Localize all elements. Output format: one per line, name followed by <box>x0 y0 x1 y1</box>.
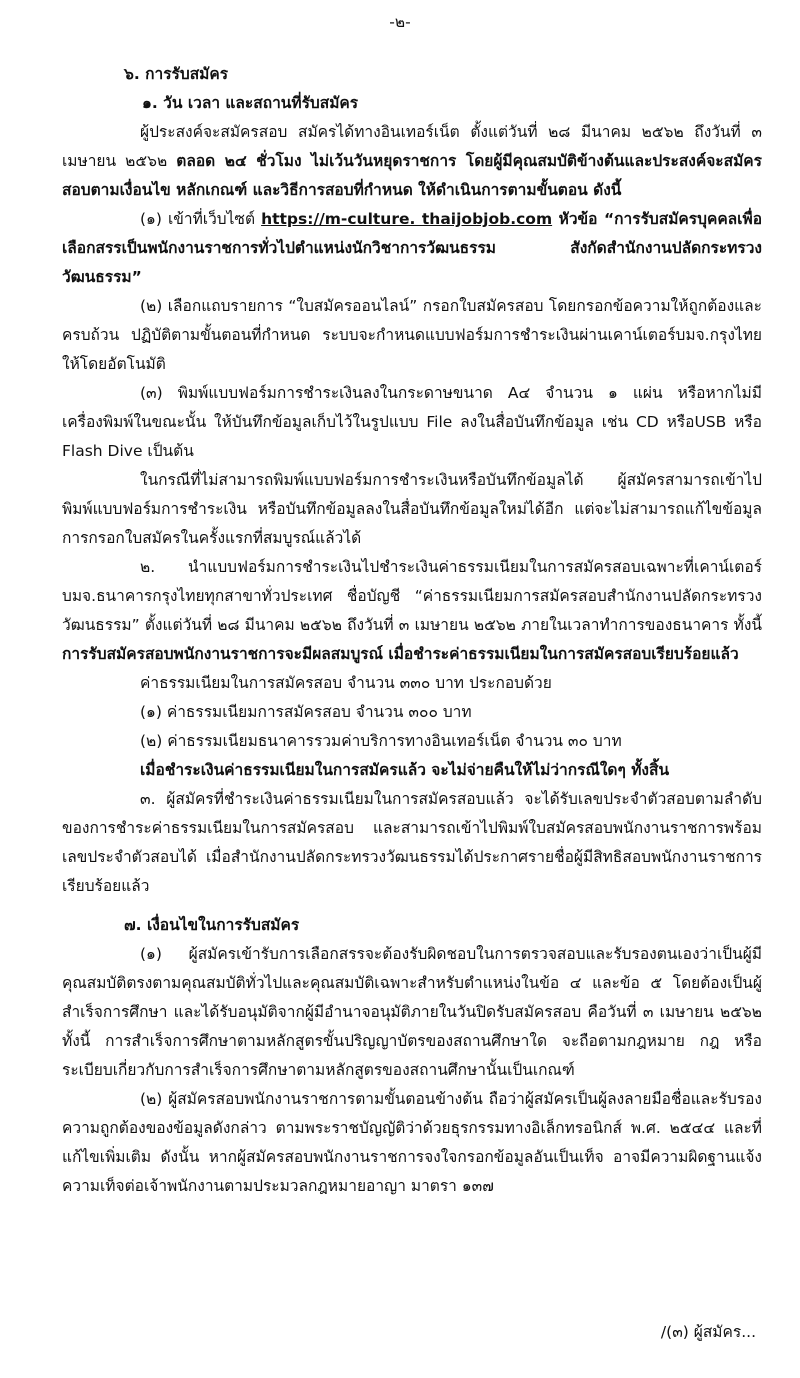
continuation-marker: /(๓) ผู้สมัคร... <box>660 1323 756 1341</box>
section-6-1-heading: ๑. วัน เวลา และสถานที่รับสมัคร <box>142 94 359 112</box>
section-gap <box>62 901 762 911</box>
item-2-text: ๒. นำแบบฟอร์มการชำระเงินไปชำระเงินค่าธรรมเนียมในการสมัครสอบเฉพาะที่เคาน์เตอร์ บมจ.ธนาคารกรุงไทยทุกสาขาทั่วประเทศ ชื่อบัญชี “ค่าธรรมเนียมการสมัครสอบสำนักงานปลัดกระทรวงวัฒนธรรม” ตั้งแต่วันที่ ๒๘ มีนาคม ๒๕๖๒ ถึงวันที่ ๓ เมษายน ๒๕๖๒ ภายในเวลาทำการของธนาคาร ทั้งนี้ <box>62 558 762 634</box>
item-2-bold: การรับสมัครสอบพนักงานราชการจะมีผลสมบูรณ์ เมื่อชำระค่าธรรมเนียมในการสมัครสอบเรียบร้อยแล้ว <box>62 645 739 663</box>
step-1-topic: หัวข้อ “การรับสมัครบุคคลเพื่อเลือกสรรเป็นพนักงานราชการทั่วไปตำแหน่งนักวิชาการวัฒนธรรม สังกัดสำนักงานปลัดกระทรวงวัฒนธรรม” <box>62 210 763 286</box>
step-2: (๒) เลือกแถบรายการ “ใบสมัครออนไลน์” กรอกใบสมัครสอบ โดยกรอกข้อความให้ถูกต้องและครบถ้วน ปฏิบัติตามขั้นตอนที่กำหนด ระบบจะกำหนดแบบฟอร์มการชำระเงินผ่านเคาน์เตอร์บมจ.กรุงไทยให้โดยอัตโนมัติ <box>62 297 762 373</box>
no-refund-notice: เมื่อชำระเงินค่าธรรมเนียมในการสมัครแล้ว จะไม่จ่ายคืนให้ไม่ว่ากรณีใดๆ ทั้งสิ้น <box>140 761 670 779</box>
step-3: (๓) พิมพ์แบบฟอร์มการชำระเงินลงในกระดาษขนาด A๔ จำนวน ๑ แผ่น หรือหากไม่มีเครื่องพิมพ์ในขณะนั้น ให้บันทึกข้อมูลเก็บไว้ในรูปแบบ File ลงในสื่อบันทึกข้อมูล เช่น CD หรือUSB หรือ Flash Dive เป็นต้น <box>62 384 762 460</box>
section-6-heading: ๖. การรับสมัคร <box>124 65 229 83</box>
step-1-prefix: (๑) เข้าที่เว็บไซต์ <box>140 210 262 228</box>
fee-item-2: (๒) ค่าธรรมเนียมธนาคารรวมค่าบริการทางอินเทอร์เน็ต จำนวน ๓๐ บาท <box>140 732 622 750</box>
condition-2: (๒) ผู้สมัครสอบพนักงานราชการตามขั้นตอนข้างต้น ถือว่าผู้สมัครเป็นผู้ลงลายมือชื่อและรับรองความถูกต้องของข้อมูลดังกล่าว ตามพระราชบัญญัติว่าด้วยธุรกรรมทางอิเล็กทรอนิกส์ พ.ศ. ๒๕๔๔ และที่แก้ไขเพิ่มเติม ดังนั้น หากผู้สมัครสอบพนักงานราชการจงใจกรอกข้อมูลอันเป็นเท็จ อาจมีความผิดฐานแจ้งความเท็จต่อเจ้าพนักงานตามประมวลกฎหมายอาญา มาตรา ๑๓๗ <box>62 1090 762 1195</box>
step-3-note: ในกรณีที่ไม่สามารถพิมพ์แบบฟอร์มการชำระเงินหรือบันทึกข้อมูลได้ ผู้สมัครสามารถเข้าไปพิมพ์แบบฟอร์มการชำระเงิน หรือบันทึกข้อมูลลงในสื่อบันทึกข้อมูลใหม่ได้อีก แต่จะไม่สามารถแก้ไขข้อมูลการกรอกใบสมัครในครั้งแรกที่สมบูรณ์แล้วได้ <box>62 471 762 547</box>
paragraph-application-period <box>62 118 762 205</box>
item-2-payment <box>62 553 762 669</box>
fee-item-1: (๑) ค่าธรรมเนียมการสมัครสอบ จำนวน ๓๐๐ บาท <box>140 703 472 721</box>
condition-1: (๑) ผู้สมัครเข้ารับการเลือกสรรจะต้องรับผิดชอบในการตรวจสอบและรับรองตนเองว่าเป็นผู้มีคุณสมบัติตรงตามคุณสมบัติทั่วไปและคุณสมบัติเฉพาะสำหรับตำแหน่งในข้อ ๔ และข้อ ๕ โดยต้องเป็นผู้สำเร็จการศึกษา และได้รับอนุมัติจากผู้มีอำนาจอนุมัติภายในวันปิดรับสมัครสอบ คือวันที่ ๓ เมษายน ๒๕๖๒ ทั้งนี้ การสำเร็จการศึกษาตามหลักสูตรขั้นปริญญาบัตรของสถานศึกษาใด จะถือตามกฎหมาย กฎ หรือระเบียบเกี่ยวกับการสำเร็จการศึกษาตามหลักสูตรของสถานศึกษานั้นเป็นเกณฑ์ <box>62 945 762 1079</box>
website-link[interactable]: https://m-culture. thaijobjob.com <box>261 210 553 228</box>
item-3-exam-number: ๓. ผู้สมัครที่ชำระเงินค่าธรรมเนียมในการสมัครสอบแล้ว จะได้รับเลขประจำตัวสอบตามลำดับของการชำระค่าธรรมเนียมในการสมัครสอบ และสามารถเข้าไปพิมพ์ใบสมัครสอบพนักงานราชการพร้อมเลขประจำตัวสอบได้ เมื่อสำนักงานปลัดกระทรวงวัฒนธรรมได้ประกาศรายชื่อผู้มีสิทธิสอบพนักงานราชการเรียบร้อยแล้ว <box>62 790 762 895</box>
period-bold-text: ตลอด ๒๔ ชั่วโมง ไม่เว้นวันหยุดราชการ โดยผู้มีคุณสมบัติข้างต้นและประสงค์จะสมัครสอบตามเงื่อนไข หลักเกณฑ์ และวิธีการสอบที่กำหนด ให้ดำเนินการตามขั้นตอน ดังนี้ <box>62 152 762 199</box>
period-text: ผู้ประสงค์จะสมัครสอบ สมัครได้ทางอินเทอร์เน็ต ตั้งแต่วันที่ ๒๘ มีนาคม ๒๕๖๒ ถึงวันที่ ๓ เมษายน ๒๕๖๒ <box>62 123 762 170</box>
page-number: -๒- <box>389 13 411 31</box>
section-7-heading: ๗. เงื่อนไขในการรับสมัคร <box>124 916 300 934</box>
step-1 <box>62 205 762 292</box>
page-content <box>62 60 762 1201</box>
fee-total: ค่าธรรมเนียมในการสมัครสอบ จำนวน ๓๓๐ บาท ประกอบด้วย <box>140 674 552 692</box>
